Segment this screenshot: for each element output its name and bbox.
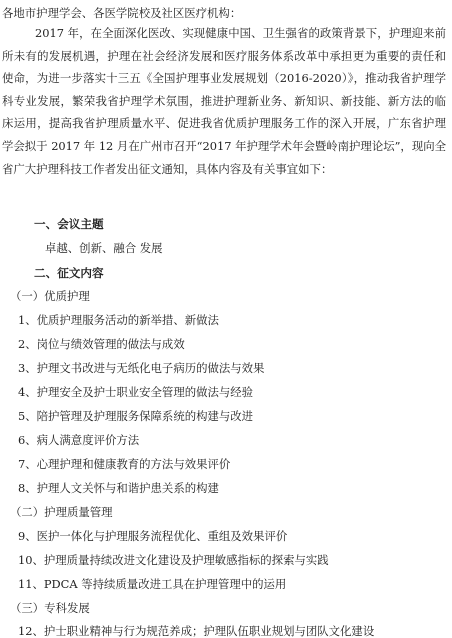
group-title-quality-care: （一）优质护理 (10, 289, 90, 303)
list-item: 2、岗位与绩效管理的做法与成效 (18, 337, 185, 351)
theme-text: 卓越、创新、融合 发展 (45, 241, 163, 255)
list-item: 5、陪护管理及护理服务保障系统的构建与改进 (18, 409, 254, 423)
section-title-theme: 一、会议主题 (34, 217, 104, 231)
group-title-quality-management: （二）护理质量管理 (10, 505, 113, 519)
salutation: 各地市护理学会、各医学院校及社区医疗机构： (2, 6, 242, 20)
group-title-specialty: （三）专科发展 (10, 601, 90, 615)
list-item: 11、PDCA 等持续质量改进工具在护理管理中的运用 (18, 577, 287, 591)
section-title-content: 二、征文内容 (34, 266, 104, 280)
list-item: 4、护理安全及护士职业安全管理的做法与经验 (18, 385, 254, 399)
list-item: 6、病人满意度评价方法 (18, 433, 140, 447)
list-item: 3、护理文书改进与无纸化电子病历的做法与效果 (18, 361, 265, 375)
list-item: 12、护士职业精神与行为规范养成；护理队伍职业规划与团队文化建设 (18, 624, 375, 638)
list-item: 7、心理护理和健康教育的方法与效果评价 (18, 457, 231, 471)
list-item: 8、护理人文关怀与和谐护患关系的构建 (18, 481, 219, 495)
list-item: 9、医护一体化与护理服务流程优化、重组及效果评价 (18, 529, 288, 543)
list-item: 10、护理质量持续改进文化建设及护理敏感指标的探索与实践 (18, 553, 329, 567)
list-item: 1、优质护理服务活动的新举措、新做法 (18, 313, 219, 327)
intro-paragraph: 2017 年，在全面深化医改、实现健康中国、卫生强省的政策背景下，护理迎来前所未有的发展机遇，护理在社会经济发展和医疗服务体系改革中承担更为重要的责任和使命，为进一步落实十三五《全国护理事业发展规划（2016-2020）》，推动我省护理学科专业发展，繁荣我省护理学术氛围，推进护理新业务、新知识、新技能、新方法的临床运用，提高我省护理质量水平、促进我省优质护理服务工作的深入开展，广东省护理学会拟于 2017 年 12 月在广州市召开“2017 年护理学术年会暨岭南护理论坛”，现向全省广大护理科技工作者发出征文通知，具体内容及有关事宜如下： (2, 26, 446, 176)
